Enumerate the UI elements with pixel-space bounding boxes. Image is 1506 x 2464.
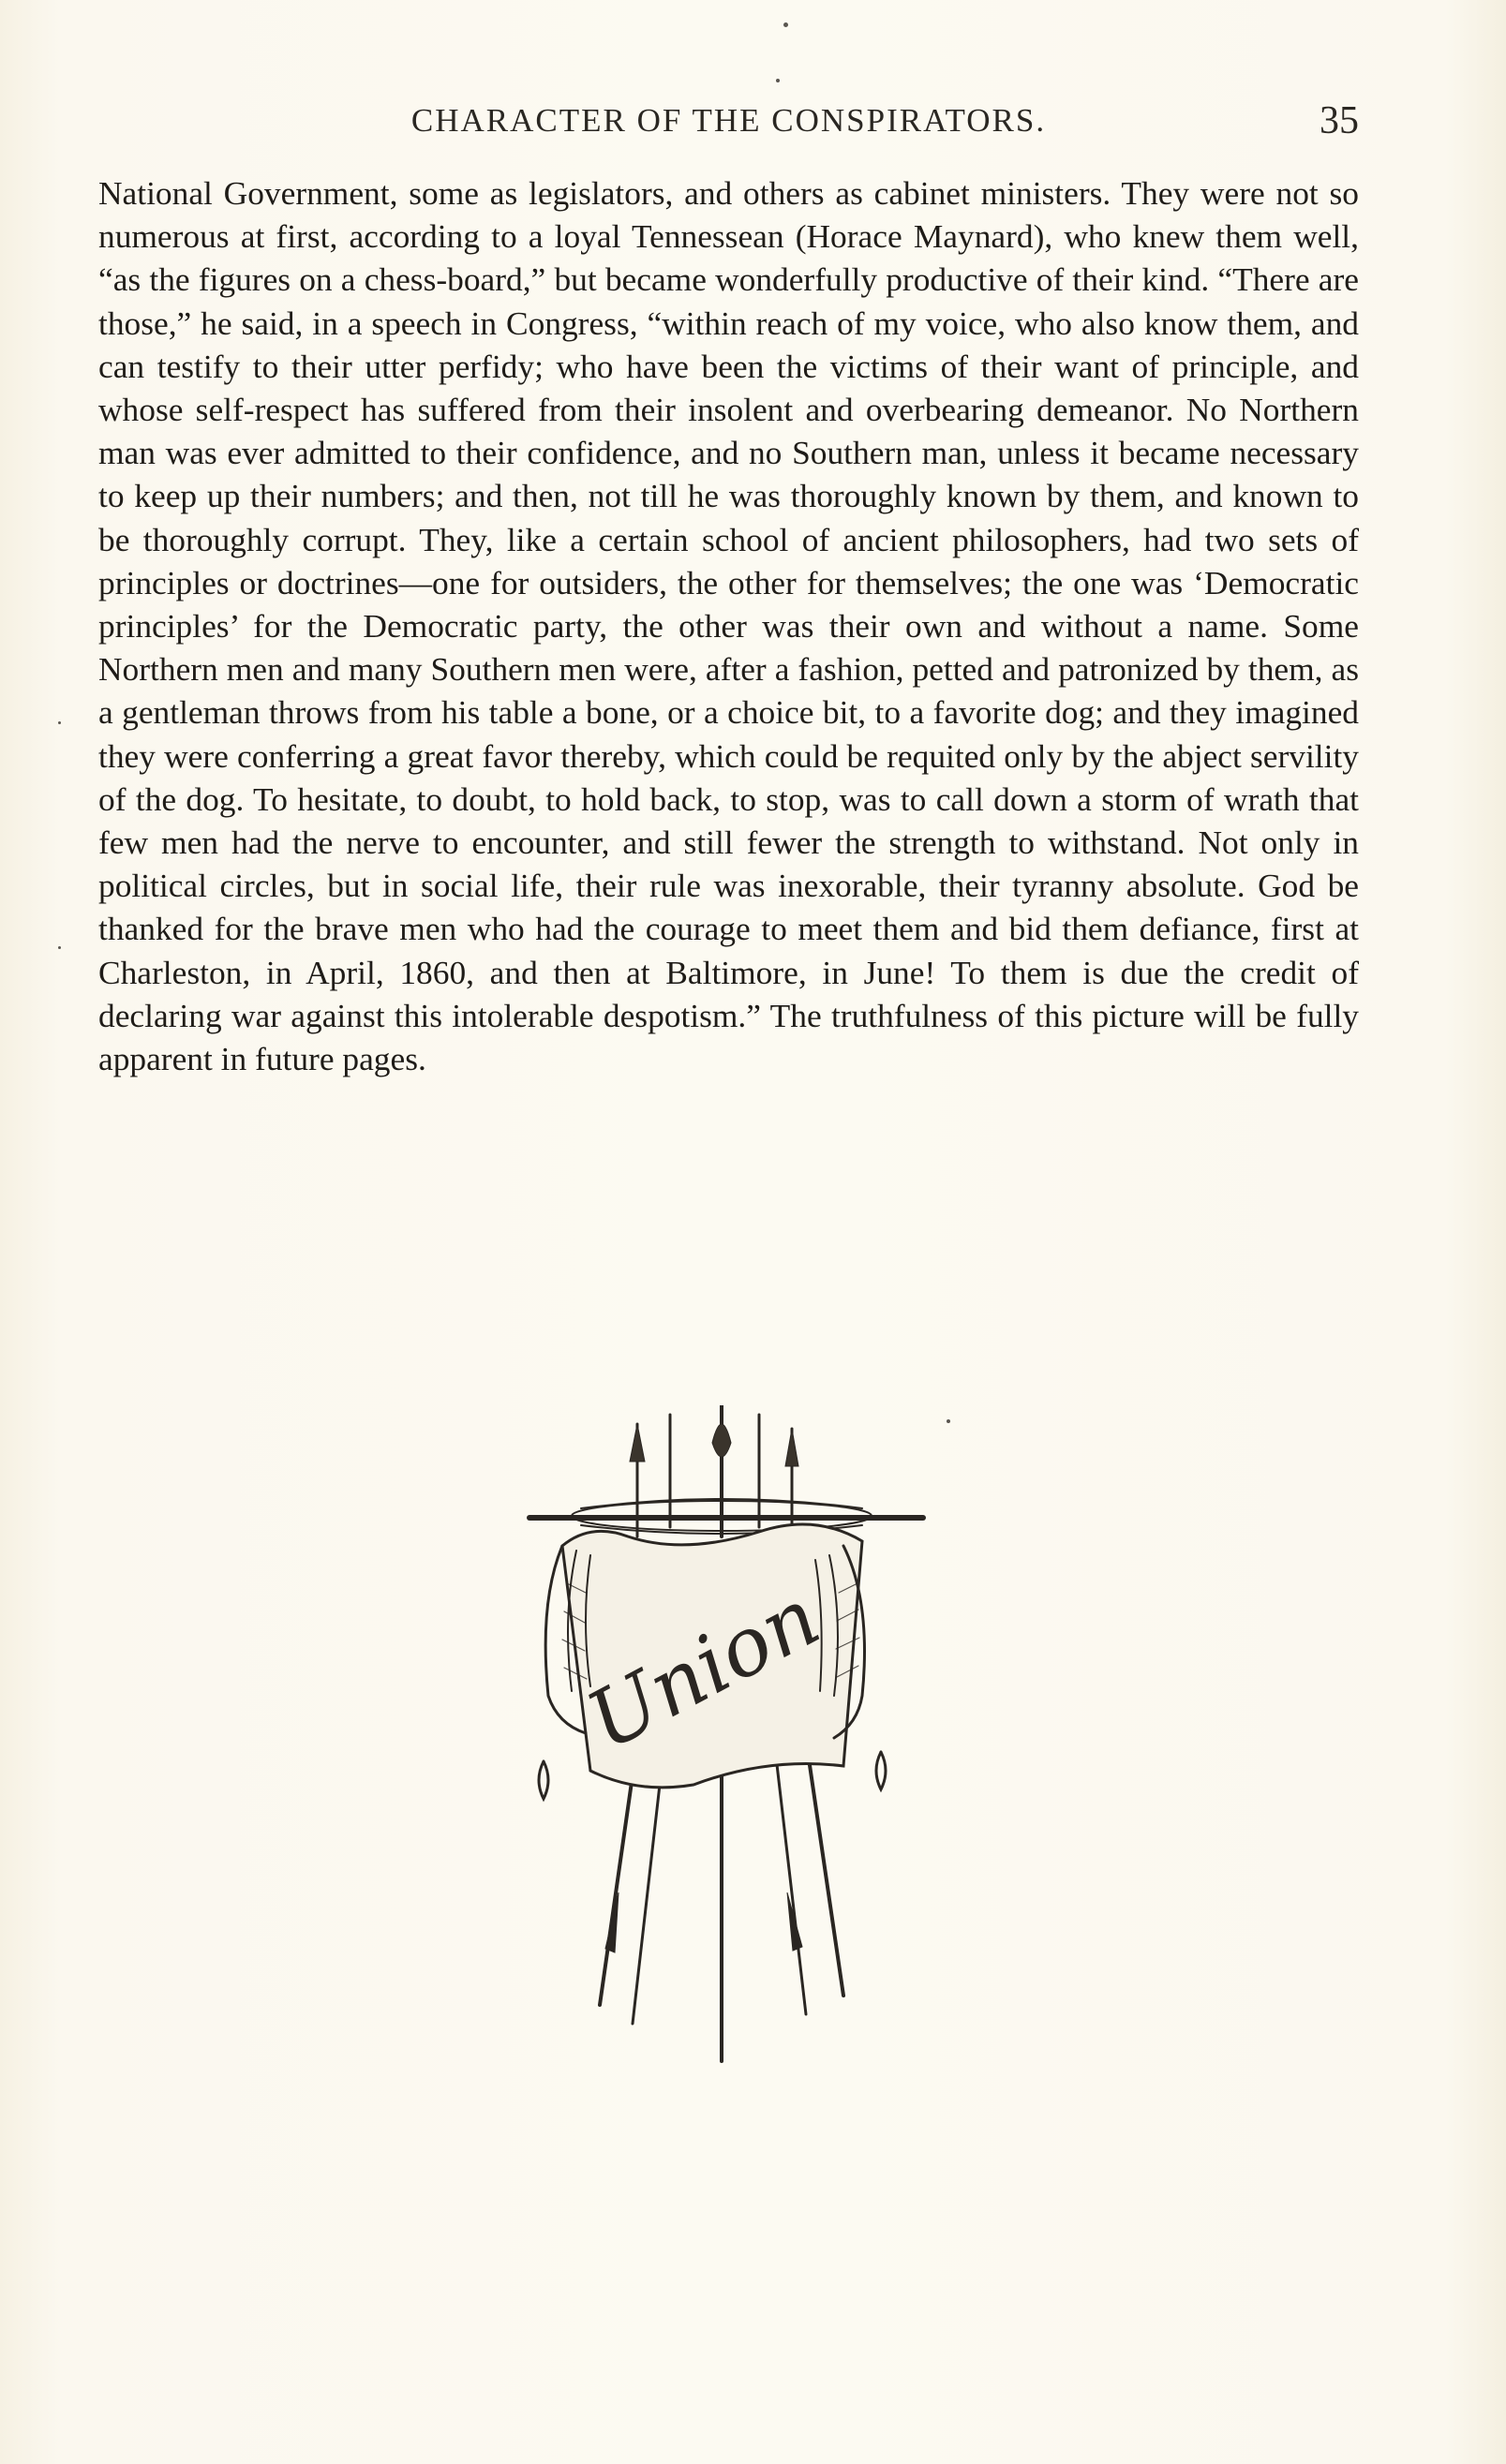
banner-lettering: Union — [573, 1570, 835, 1769]
print-speck — [776, 79, 780, 82]
print-speck — [58, 721, 61, 724]
print-speck — [947, 1419, 950, 1423]
running-title: CHARACTER OF THE CONSPIRATORS. — [410, 102, 1047, 139]
print-speck — [783, 22, 788, 27]
union-banner-engraving — [506, 1405, 937, 2071]
body-paragraph: National Government, some as legislators, and others as cabinet ministers. They were not so numerous at first, according to a loyal Tennessean (Horace Maynard), who knew them well, “as the figures on a chess-board,” but became wonderfully productive of their kind. “There are those,” he said, in a speech in Congress, “within reach of my voice, who also know them, and can testify to their utter perfidy; who have been the victims of their want of principle, and whose self-respect has suffered from their insolent and overbearing demeanor. No Northern man was ever admitted to their confidence, and no Southern man, unless it became necessary to keep up their numbers; and then, not till he was thoroughly known by them, and known to be thoroughly corrupt. They, like a certain school of ancient philosophers, had two sets of principles or doctrines—one for outsiders, the other for themselves; the one was ‘Democratic principles’ for the Democratic party, the other was their own and without a name. Some Northern men and many Southern men were, after a fashion, petted and patronized by them, as a gentleman throws from his table a bone, or a choice bit, to a favorite dog; and they imagined they were conferring a great favor thereby, which could be requited only by the abject servility of the dog. To hesitate, to doubt, to hold back, to stop, was to call down a storm of wrath that few men had the nerve to encounter, and still fewer the strength to withstand. Not only in political circles, but in social life, their rule was inexorable, their tyranny absolute. God be thanked for the brave men who had the courage to meet them and bid them defiance, first at Charleston, in April, 1860, and then at Baltimore, in June! To them is due the credit of declaring war against this intolerable despotism.” The truthfulness of this picture will be fully apparent in future pages. — [98, 174, 1359, 1078]
print-speck — [58, 946, 61, 949]
page-number: 35 — [1320, 99, 1359, 142]
union-banner-illustration — [506, 1405, 937, 2071]
page-header — [98, 98, 1359, 145]
